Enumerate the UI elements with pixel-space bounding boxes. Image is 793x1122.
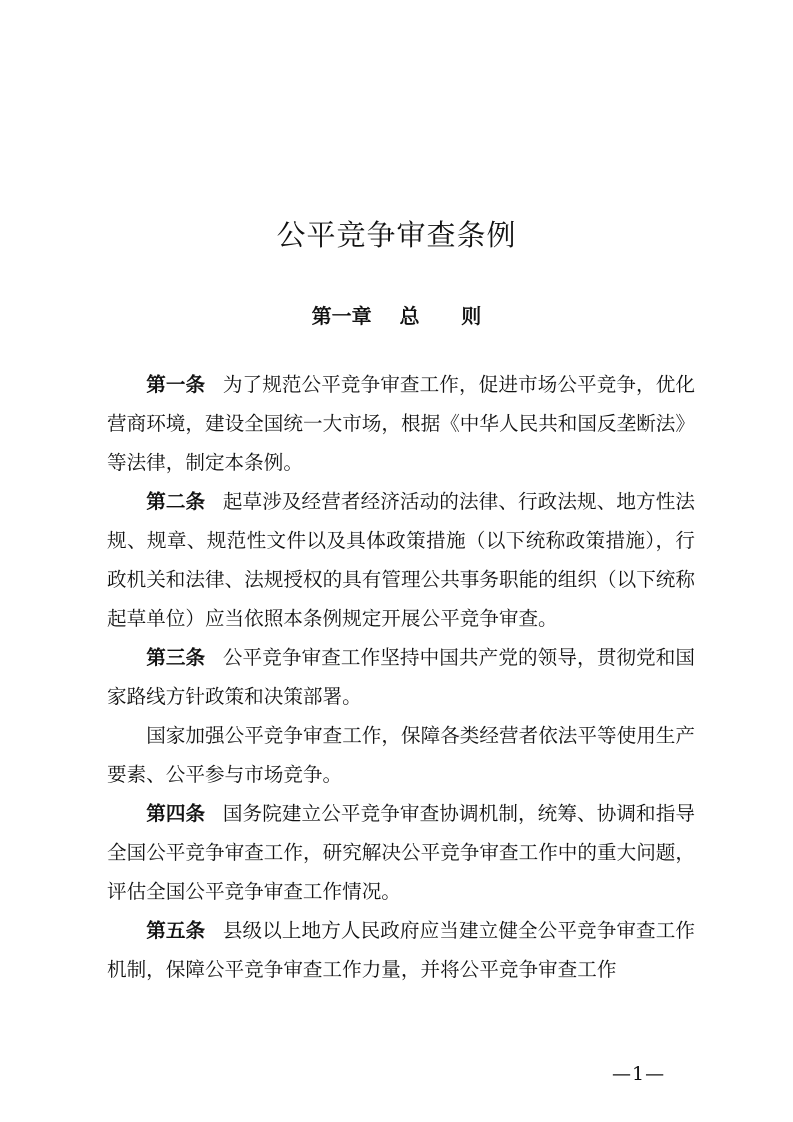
article-text: 国家加强公平竞争审查工作，保障各类经营者依法平等使用生产要素、公平参与市场竞争。 [107,724,695,786]
article-4 [107,794,695,911]
article-3-paragraph-2 [107,716,695,794]
article-label: 第三条 [146,646,206,669]
article-label: 第一条 [146,373,206,396]
article-1 [107,365,695,482]
article-label: 第五条 [146,919,206,942]
article-text: 为了规范公平竞争审查工作，促进市场公平竞争，优化营商环境，建设全国统一大市场，根据《中华人民共和国反垄断法》等法律，制定本条例。 [107,373,696,474]
article-text: 公平竞争审查工作坚持中国共产党的领导，贯彻党和国家路线方针政策和决策部署。 [107,646,696,708]
article-3 [107,638,695,716]
chapter-heading: 第一章 总 则 [311,304,482,328]
article-text: 国务院建立公平竞争审查协调机制，统筹、协调和指导全国公平竞争审查工作，研究解决公平竞争审查工作中的重大问题，评估全国公平竞争审查工作情况。 [107,802,696,903]
article-2 [107,482,695,638]
article-text: 起草涉及经营者经济活动的法律、行政法规、地方性法规、规章、规范性文件以及具体政策措施（以下统称政策措施），行政机关和法律、法规授权的具有管理公共事务职能的组织（以下统称起草单位）应当依照本条例规定开展公平竞争审查。 [107,490,696,630]
page-number: —1— [612,1063,666,1085]
article-label: 第二条 [146,490,206,513]
document-title: 公平竞争审查条例 [276,218,517,252]
article-label: 第四条 [146,802,206,825]
article-text: 县级以上地方人民政府应当建立健全公平竞争审查工作机制，保障公平竞争审查工作力量，并将公平竞争审查工作 [107,919,696,981]
document-body [107,365,695,989]
article-5 [107,911,695,989]
